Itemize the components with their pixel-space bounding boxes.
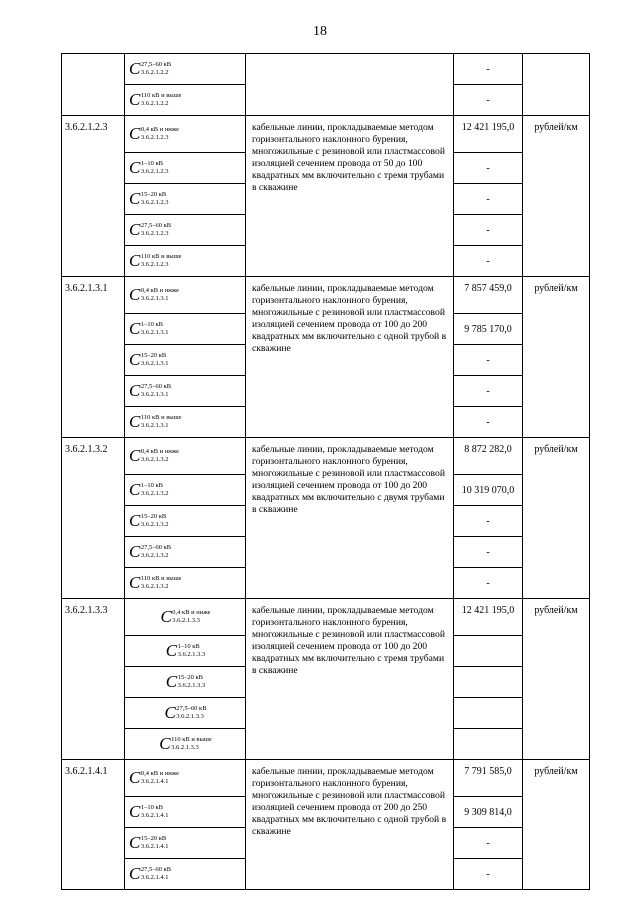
symbol-voltage: 1–10 кВ xyxy=(140,321,163,328)
symbol-voltage: 1–10 кВ xyxy=(140,482,163,489)
symbol-code: 3.6.2.1.3.2 xyxy=(140,552,169,559)
symbol-indices xyxy=(141,222,171,238)
rate-value: - xyxy=(454,506,523,537)
symbol-letter: C xyxy=(165,672,177,691)
symbol-letter: C xyxy=(129,511,140,530)
description-cell: кабельные линии, прокладываемые методом горизонтального наклонного бурения, многожильные с резиновой или пластмассовой изоляцией сечением провода от 100 до 200 квадратных мм включительно с тремя трубами в скважине xyxy=(246,599,454,760)
symbol-code: 3.6.2.1.3.2 xyxy=(140,490,169,497)
rate-symbol xyxy=(129,158,168,178)
symbol-code: 3.6.2.1.4.1 xyxy=(140,843,169,850)
rate-symbol-cell xyxy=(125,729,246,760)
code-cell: 3.6.2.1.3.2 xyxy=(62,438,125,599)
symbol-indices xyxy=(141,414,182,430)
code-cell xyxy=(62,54,125,116)
symbol-letter: C xyxy=(129,220,140,239)
symbol-code: 3.6.2.1.2.3 xyxy=(140,199,169,206)
symbol-voltage: 15–20 кВ xyxy=(140,352,167,359)
rate-symbol-cell xyxy=(125,116,246,153)
rate-symbol xyxy=(129,412,182,432)
symbol-code: 3.6.2.1.4.1 xyxy=(140,778,169,785)
rate-symbol-cell xyxy=(125,314,246,345)
symbol-letter: C xyxy=(129,59,140,78)
symbol-indices xyxy=(141,482,169,498)
symbol-letter: C xyxy=(129,480,140,499)
symbol-code: 3.6.2.1.2.3 xyxy=(140,134,169,141)
table-row xyxy=(62,54,590,85)
table-row xyxy=(62,438,590,475)
symbol-code: 3.6.2.1.3.2 xyxy=(140,583,169,590)
symbol-indices xyxy=(141,321,169,337)
symbol-indices xyxy=(141,160,169,176)
rate-value: - xyxy=(454,537,523,568)
symbol-letter: C xyxy=(129,189,140,208)
table-row xyxy=(62,116,590,153)
rate-symbol xyxy=(129,703,242,723)
rate-symbol-cell xyxy=(125,475,246,506)
symbol-indices xyxy=(172,609,210,625)
symbol-letter: C xyxy=(129,768,140,787)
rate-value: 9 309 814,0 xyxy=(454,797,523,828)
symbol-letter: C xyxy=(129,542,140,561)
rate-value: - xyxy=(454,407,523,438)
symbol-letter: C xyxy=(129,864,140,883)
rate-symbol-cell xyxy=(125,184,246,215)
symbol-code: 3.6.2.1.4.1 xyxy=(140,812,169,819)
table-row xyxy=(62,277,590,314)
symbol-indices xyxy=(141,575,182,591)
symbol-letter: C xyxy=(129,251,140,270)
symbol-code: 3.6.2.1.3.1 xyxy=(140,391,169,398)
rate-symbol xyxy=(129,220,171,240)
symbol-indices xyxy=(141,544,171,560)
symbol-voltage: 15–20 кВ xyxy=(140,513,167,520)
code-cell: 3.6.2.1.3.3 xyxy=(62,599,125,760)
rate-symbol-cell xyxy=(125,438,246,475)
page-number: 18 xyxy=(313,24,327,39)
symbol-code: 3.6.2.1.3.1 xyxy=(140,422,169,429)
symbol-code: 3.6.2.1.2.3 xyxy=(140,230,169,237)
rate-symbol-cell xyxy=(125,85,246,116)
symbol-code: 3.6.2.1.3.3 xyxy=(172,617,200,624)
symbol-indices xyxy=(176,705,206,721)
symbol-indices xyxy=(141,866,171,882)
rate-value: 8 872 282,0 xyxy=(454,438,523,475)
symbol-letter: C xyxy=(129,412,140,431)
rate-symbol xyxy=(129,189,168,209)
rate-symbol xyxy=(129,672,242,692)
rate-symbol-cell xyxy=(125,506,246,537)
rate-symbol xyxy=(129,802,168,822)
rate-symbol-cell xyxy=(125,797,246,828)
rate-value: - xyxy=(454,184,523,215)
rate-symbol xyxy=(129,251,182,271)
rate-symbol xyxy=(129,285,179,305)
rate-value: - xyxy=(454,376,523,407)
rate-value: - xyxy=(454,828,523,859)
symbol-letter: C xyxy=(129,833,140,852)
rate-value: - xyxy=(454,85,523,116)
symbol-voltage: 110 кВ и выше xyxy=(140,92,182,99)
symbol-indices xyxy=(178,674,206,690)
symbol-voltage: 0,4 кВ и ниже xyxy=(140,287,180,294)
symbol-voltage: 27,5–60 кВ xyxy=(140,866,172,873)
rate-symbol-cell xyxy=(125,277,246,314)
unit-cell: рублей/км xyxy=(523,438,590,599)
rate-value xyxy=(454,636,523,667)
symbol-code: 3.6.2.1.3.3 xyxy=(177,682,206,689)
rate-symbol xyxy=(129,641,242,661)
symbol-indices xyxy=(141,352,169,368)
symbol-letter: C xyxy=(129,319,140,338)
rate-symbol xyxy=(129,768,179,788)
rate-value: 7 857 459,0 xyxy=(454,277,523,314)
symbol-indices xyxy=(171,736,212,752)
rate-symbol-cell xyxy=(125,407,246,438)
symbol-letter: C xyxy=(129,285,140,304)
rate-symbol xyxy=(129,480,168,500)
symbol-code: 3.6.2.1.2.2 xyxy=(140,100,169,107)
symbol-code: 3.6.2.1.3.3 xyxy=(171,744,199,751)
symbol-voltage: 15–20 кВ xyxy=(140,835,167,842)
rate-symbol-cell xyxy=(125,215,246,246)
symbol-letter: C xyxy=(160,607,172,626)
rate-value: - xyxy=(454,568,523,599)
symbol-indices xyxy=(141,383,171,399)
symbol-letter: C xyxy=(129,124,140,143)
rate-symbol xyxy=(129,864,171,884)
rate-value: - xyxy=(454,153,523,184)
rate-symbol-cell xyxy=(125,376,246,407)
rate-symbol xyxy=(129,124,179,144)
symbol-letter: C xyxy=(159,734,171,753)
symbol-letter: C xyxy=(129,381,140,400)
rate-symbol xyxy=(129,542,171,562)
symbol-voltage: 27,5–60 кВ xyxy=(140,383,172,390)
symbol-code: 3.6.2.1.2.2 xyxy=(140,69,169,76)
rate-value: - xyxy=(454,54,523,85)
symbol-code: 3.6.2.1.3.1 xyxy=(140,360,169,367)
symbol-letter: C xyxy=(129,90,140,109)
rate-symbol-cell xyxy=(125,859,246,890)
rate-value xyxy=(454,667,523,698)
symbol-indices xyxy=(141,191,169,207)
table-row xyxy=(62,760,590,797)
rate-value: - xyxy=(454,215,523,246)
symbol-voltage: 1–10 кВ xyxy=(140,160,163,167)
symbol-letter: C xyxy=(129,446,140,465)
rate-symbol xyxy=(129,59,171,79)
symbol-letter: C xyxy=(129,802,140,821)
unit-cell: рублей/км xyxy=(523,599,590,760)
symbol-indices xyxy=(141,61,171,77)
symbol-voltage: 0,4 кВ и ниже xyxy=(172,609,211,616)
rate-value: - xyxy=(454,246,523,277)
rate-value: 10 319 070,0 xyxy=(454,475,523,506)
symbol-voltage: 15–20 кВ xyxy=(140,191,167,198)
symbol-letter: C xyxy=(165,641,177,660)
rate-symbol xyxy=(129,607,242,627)
symbol-letter: C xyxy=(129,573,140,592)
symbol-voltage: 1–10 кВ xyxy=(140,804,163,811)
rate-symbol xyxy=(129,446,179,466)
symbol-voltage: 1–10 кВ xyxy=(177,643,200,650)
symbol-voltage: 0,4 кВ и ниже xyxy=(140,126,180,133)
symbol-indices xyxy=(141,92,182,108)
code-cell: 3.6.2.1.3.1 xyxy=(62,277,125,438)
rate-value xyxy=(454,729,523,760)
description-cell: кабельные линии, прокладываемые методом горизонтального наклонного бурения, многожильные с резиновой или пластмассовой изоляцией сечением провода от 100 до 200 квадратных мм включительно с двумя трубами в скважине xyxy=(246,438,454,599)
rate-symbol-cell xyxy=(125,667,246,698)
symbol-voltage: 27,5–60 кВ xyxy=(140,544,172,551)
rate-symbol xyxy=(129,573,182,593)
code-cell: 3.6.2.1.4.1 xyxy=(62,760,125,890)
rate-symbol xyxy=(129,90,182,110)
rate-value: 12 421 195,0 xyxy=(454,599,523,636)
rate-symbol-cell xyxy=(125,698,246,729)
unit-cell xyxy=(523,54,590,116)
symbol-code: 3.6.2.1.3.1 xyxy=(140,295,169,302)
symbol-indices xyxy=(141,126,179,142)
rates-table xyxy=(61,53,590,890)
rate-symbol-cell xyxy=(125,760,246,797)
rate-value: - xyxy=(454,859,523,890)
symbol-code: 3.6.2.1.3.2 xyxy=(140,521,169,528)
rate-symbol xyxy=(129,734,242,754)
symbol-code: 3.6.2.1.2.3 xyxy=(140,168,169,175)
rate-symbol xyxy=(129,833,168,853)
rate-value: 7 791 585,0 xyxy=(454,760,523,797)
rate-symbol-cell xyxy=(125,568,246,599)
description-cell: кабельные линии, прокладываемые методом горизонтального наклонного бурения, многожильные с резиновой или пластмассовой изоляцией сечением провода от 100 до 200 квадратных мм включительно с одной трубой в скважине xyxy=(246,277,454,438)
symbol-voltage: 110 кВ и выше xyxy=(140,414,182,421)
symbol-indices xyxy=(178,643,206,659)
symbol-indices xyxy=(141,287,179,303)
rate-symbol-cell xyxy=(125,345,246,376)
symbol-letter: C xyxy=(129,158,140,177)
description-cell xyxy=(246,54,454,116)
symbol-indices xyxy=(141,448,179,464)
symbol-indices xyxy=(141,513,169,529)
symbol-voltage: 110 кВ и выше xyxy=(140,575,182,582)
symbol-voltage: 27,5–60 кВ xyxy=(176,705,207,712)
unit-cell: рублей/км xyxy=(523,277,590,438)
rate-symbol-cell xyxy=(125,537,246,568)
symbol-indices xyxy=(141,835,169,851)
symbol-code: 3.6.2.1.3.3 xyxy=(177,651,206,658)
rate-value: 9 785 170,0 xyxy=(454,314,523,345)
rate-symbol-cell xyxy=(125,246,246,277)
rate-symbol xyxy=(129,350,168,370)
symbol-voltage: 27,5–60 кВ xyxy=(140,222,172,229)
rate-symbol xyxy=(129,381,171,401)
rate-symbol-cell xyxy=(125,599,246,636)
symbol-code: 3.6.2.1.2.3 xyxy=(140,261,169,268)
rate-value: 12 421 195,0 xyxy=(454,116,523,153)
rate-symbol-cell xyxy=(125,636,246,667)
rate-symbol-cell xyxy=(125,153,246,184)
unit-cell: рублей/км xyxy=(523,760,590,890)
rate-symbol-cell xyxy=(125,54,246,85)
unit-cell: рублей/км xyxy=(523,116,590,277)
rate-symbol-cell xyxy=(125,828,246,859)
table-row xyxy=(62,599,590,636)
rate-value: - xyxy=(454,345,523,376)
symbol-voltage: 15–20 кВ xyxy=(177,674,203,681)
description-cell: кабельные линии, прокладываемые методом горизонтального наклонного бурения, многожильные с резиновой или пластмассовой изоляцией сечением провода от 50 до 100 квадратных мм включительно с тремя трубами в скважине xyxy=(246,116,454,277)
symbol-code: 3.6.2.1.3.2 xyxy=(140,456,169,463)
symbol-voltage: 110 кВ и выше xyxy=(171,736,212,743)
rate-symbol xyxy=(129,319,168,339)
symbol-code: 3.6.2.1.4.1 xyxy=(140,874,169,881)
description-cell: кабельные линии, прокладываемые методом горизонтального наклонного бурения, многожильные с резиновой или пластмассовой изоляцией сечением провода от 200 до 250 квадратных мм включительно с одной трубой в скважине xyxy=(246,760,454,890)
symbol-indices xyxy=(141,770,179,786)
symbol-code: 3.6.2.1.3.3 xyxy=(176,713,204,720)
symbol-letter: C xyxy=(129,350,140,369)
symbol-voltage: 27,5–60 кВ xyxy=(140,61,172,68)
symbol-indices xyxy=(141,253,182,269)
code-cell: 3.6.2.1.2.3 xyxy=(62,116,125,277)
symbol-voltage: 0,4 кВ и ниже xyxy=(140,770,180,777)
symbol-code: 3.6.2.1.3.1 xyxy=(140,329,169,336)
symbol-voltage: 0,4 кВ и ниже xyxy=(140,448,180,455)
rate-symbol xyxy=(129,511,168,531)
symbol-indices xyxy=(141,804,169,820)
rate-value xyxy=(454,698,523,729)
symbol-letter: C xyxy=(164,703,176,722)
symbol-voltage: 110 кВ и выше xyxy=(140,253,182,260)
